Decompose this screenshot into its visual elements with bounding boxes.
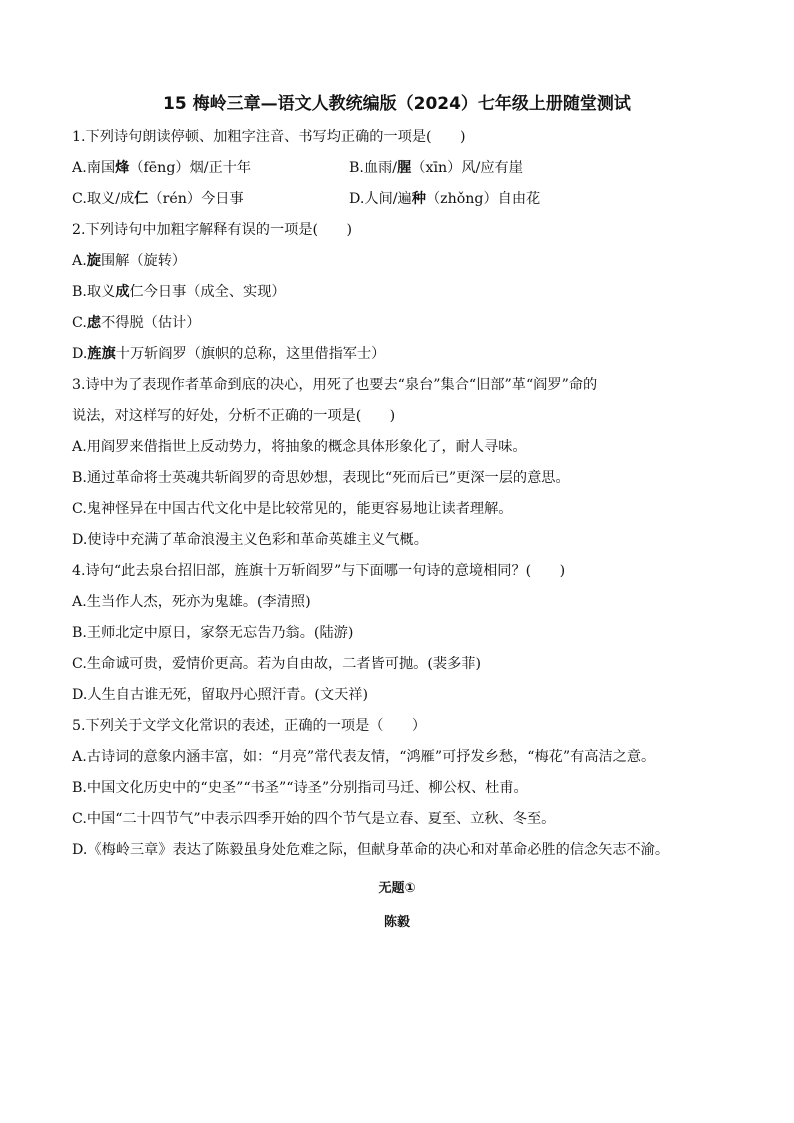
question-1-options-row-2 [72,184,722,215]
bold-character: 烽 [115,160,130,176]
page-title: 15 梅岭三章—语文人教统编版（2024）七年级上册随堂测试 [163,94,631,114]
bold-character: 种 [411,191,426,207]
question-1-option-b: B.血雨/腥（xīn）风/应有崖 [349,160,523,176]
question-1-options-row-1 [72,153,722,184]
question-2-option-c: C.虑不得脱（估计） [72,315,201,331]
question-3-option-b: B.通过革命将士英魂共斩阎罗的奇思妙想，表现比“死而后已”更深一层的意思。 [72,470,570,486]
bold-character: 旋 [86,253,101,269]
question-5-option-b: B.中国文化历史中的“史圣”“书圣”“诗圣”分别指司马迁、柳公权、杜甫。 [72,780,528,796]
question-3-option-c: C.鬼神怪异在中国古代文化中是比较常见的，能更容易地让读者理解。 [72,501,513,517]
question-2-stem: 2.下列诗句中加粗字解释有误的一项是( ) [72,222,352,238]
question-1-stem: 1.下列诗句朗读停顿、加粗字注音、书写均正确的一项是( ) [72,129,466,145]
question-2-option-b: B.取义成仁今日事（成全、实现） [72,284,286,300]
poem-title: 无题① [378,881,416,896]
bold-character: 旌旗 [87,346,116,362]
question-4-option-d: D.人生自古谁无死，留取丹心照汗青。(文天祥) [72,687,369,703]
question-4-option-b: B.王师北定中原日，家祭无忘告乃翁。(陆游) [72,625,354,641]
question-3-option-a: A.用阎罗来借指世上反动势力，将抽象的概念具体形象化了，耐人寻味。 [72,439,527,455]
bold-character: 成 [115,284,130,300]
question-1-option-c: C.取义/成仁（rén）今日事 [72,191,244,207]
question-1-option-d: D.人间/遍种（zhǒng）自由花 [349,191,541,207]
bold-character: 虑 [86,315,102,331]
question-3-stem-line-1: 3.诗中为了表现作者革命到底的决心，用死了也要去“泉台”集合“旧部”革“阎罗”命的 [72,377,598,393]
question-4-option-a: A.生当作人杰，死亦为鬼雄。(李清照) [72,594,311,610]
question-3-stem-line-2: 说法，对这样写的好处，分析不正确的一项是( ) [72,408,396,424]
document-page [72,92,722,940]
question-3-option-d: D.使诗中充满了革命浪漫主义色彩和革命英雄主义气概。 [72,532,428,548]
question-5-option-a: A.古诗词的意象内涵丰富，如：“月亮”常代表友情，“鸿雁”可抒发乡愁，“梅花”有高洁之意。 [72,749,656,765]
question-4-option-c: C.生命诚可贵，爱情价更高。若为自由故，二者皆可抛。(裴多菲) [72,656,481,672]
bold-character: 仁 [134,191,149,207]
poem-author: 陈毅 [383,915,410,930]
question-5-option-c: C.中国“二十四节气”中表示四季开始的四个节气是立春、夏至、立秋、冬至。 [72,811,556,827]
bold-character: 腥 [397,160,412,176]
question-2-option-a: A.旋围解（旋转） [72,253,187,269]
question-5-option-d: D.《梅岭三章》表达了陈毅虽身处危难之际，但献身革命的决心和对革命必胜的信念矢志不渝。 [72,842,670,858]
question-2-option-d: D.旌旗十万斩阎罗（旗帜的总称，这里借指军士） [72,346,386,362]
question-4-stem: 4.诗句“此去泉台招旧部，旌旗十万斩阎罗”与下面哪一句诗的意境相同？( ) [72,563,566,579]
question-5-stem: 5.下列关于文学文化常识的表述，正确的一项是（ ） [72,718,427,734]
question-1-option-a: A.南国烽（fēng）烟/正十年 [72,160,252,176]
